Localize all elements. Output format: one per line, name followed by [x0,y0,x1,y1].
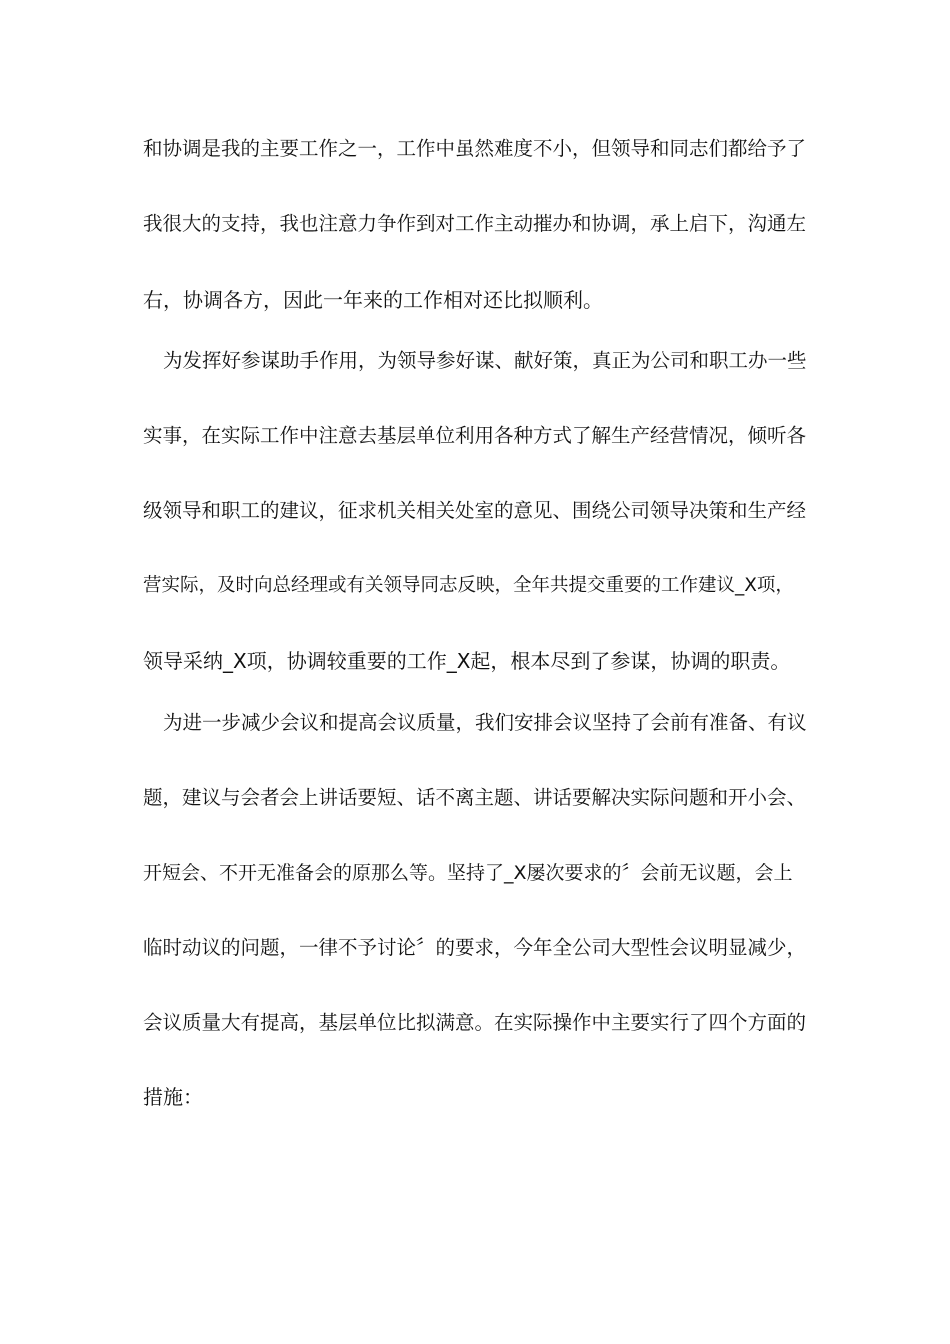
text-line: 措施： [143,1085,203,1109]
paragraph-start-line: 为发挥好参谋助手作用，为领导参好谋、献好策，真正为公司和职工办一些 [163,349,807,372]
text-line: 开短会、不开无准备会的原那么等。坚持了_X屡次要求的〞会前无议题，会上 [143,862,793,884]
text-line: 实事，在实际工作中注意去基层单位利用各种方式了解生产经营情况，倾听各 [143,424,807,447]
text-line: 我很大的支持，我也注意力争作到对工作主动摧办和协调，承上启下，沟通左 [143,212,807,235]
text-line: 和协调是我的主要工作之一，工作中虽然难度不小，但领导和同志们都给予了 [143,137,807,160]
text-line: 临时动议的问题，一律不予讨论〞的要求，今年全公司大型性会议明显减少， [143,936,807,959]
text-line: 右，协调各方，因此一年来的工作相对还比拟顺利。 [143,288,603,312]
text-line: 领导采纳_X项，协调较重要的工作_X起，根本尽到了参谋，协调的职责。 [143,649,791,673]
text-line: 题，建议与会者会上讲话要短、话不离主题、讲话要解决实际问题和开小会、 [143,786,807,809]
text-line: 会议质量大有提高，基层单位比拟满意。在实际操作中主要实行了四个方面的 [143,1011,807,1034]
text-line: 级领导和职工的建议，征求机关相关处室的意见、围绕公司领导决策和生产经 [143,499,807,522]
paragraph-start-line: 为进一步减少会议和提高会议质量，我们安排会议坚持了会前有准备、有议 [163,711,807,734]
text-line: 营实际，及时向总经理或有关领导同志反映，全年共提交重要的工作建议_X项， [143,575,794,596]
